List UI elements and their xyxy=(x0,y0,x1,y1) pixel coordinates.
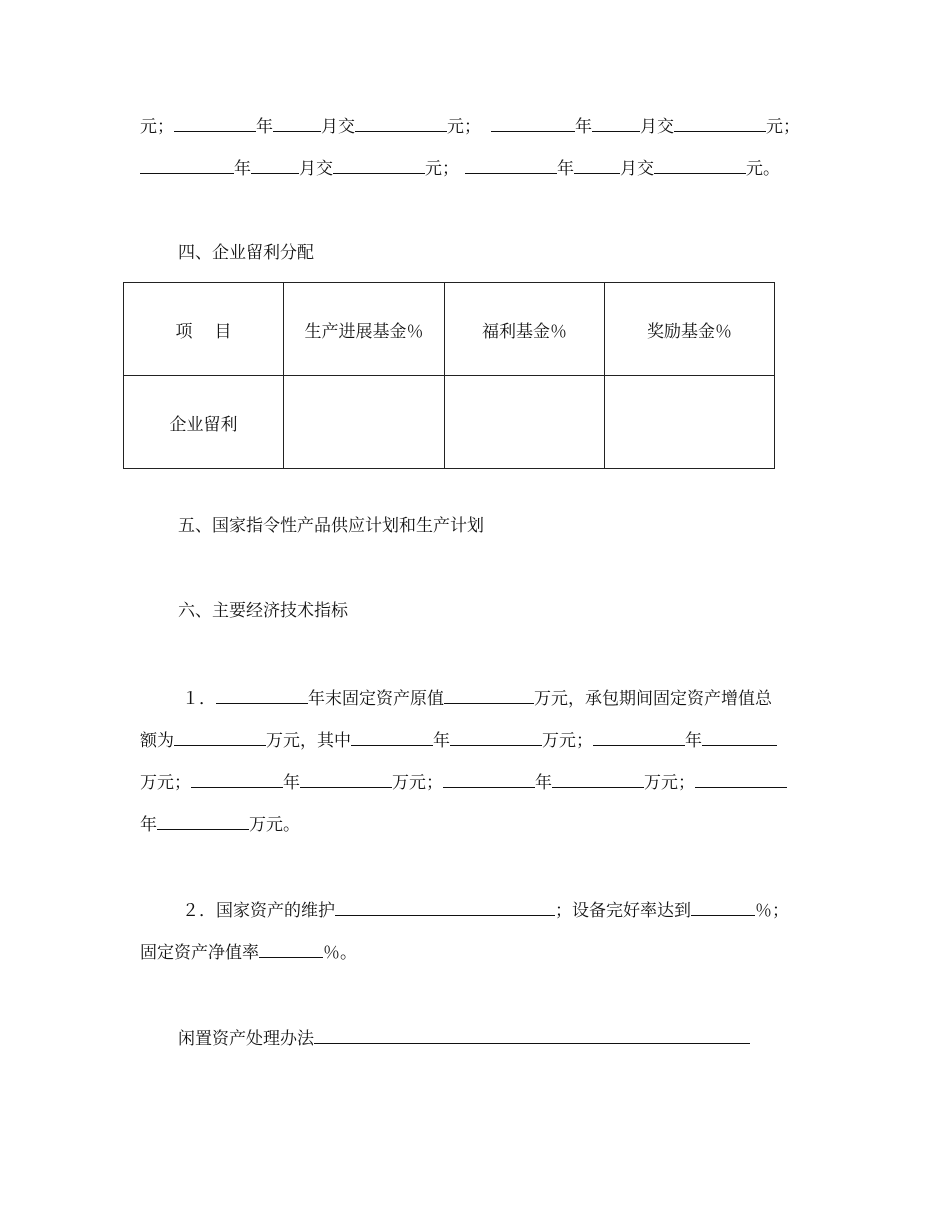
blank-field[interactable] xyxy=(314,1026,750,1044)
table-cell-production-fund[interactable] xyxy=(284,376,445,469)
blank-field[interactable] xyxy=(654,156,746,174)
text: 万元； xyxy=(542,731,593,751)
blank-field[interactable] xyxy=(140,156,234,174)
section-heading-6: 六、主要经济技术指标 xyxy=(178,601,348,621)
text: 万元。 xyxy=(249,815,300,835)
table-row-label: 企业留利 xyxy=(124,376,284,469)
blank-field[interactable] xyxy=(335,898,555,916)
text-nian: 年 xyxy=(535,773,552,793)
table-header-production-fund: 生产进展基金％ xyxy=(284,283,445,376)
blank-field[interactable] xyxy=(465,156,557,174)
text: ；设备完好率达到 xyxy=(555,901,691,921)
section-heading-4: 四、企业留利分配 xyxy=(178,243,314,263)
text-nian: 年 xyxy=(140,815,157,835)
table-header-row xyxy=(124,283,775,376)
blank-field[interactable] xyxy=(702,728,777,746)
payment-schedule-line-1 xyxy=(140,114,800,138)
text-yuan-semi: 元； xyxy=(447,117,481,137)
blank-field[interactable] xyxy=(157,812,249,830)
text: 万元； xyxy=(140,773,191,793)
blank-field[interactable] xyxy=(491,114,575,132)
blank-field[interactable] xyxy=(674,114,766,132)
text: 国家资产的维护 xyxy=(216,901,335,921)
idle-assets-line xyxy=(178,1026,750,1050)
item-1-line-4 xyxy=(140,812,300,836)
header-xiang: 项 xyxy=(175,321,193,342)
text-yuejiao: 月交 xyxy=(620,159,654,179)
blank-field[interactable] xyxy=(251,156,299,174)
blank-field[interactable] xyxy=(174,728,266,746)
table-header-item xyxy=(124,283,284,376)
text: 万元； xyxy=(644,773,695,793)
text-yuan-end: 元。 xyxy=(746,159,780,179)
text-nian: 年 xyxy=(283,773,300,793)
blank-field[interactable] xyxy=(355,114,447,132)
item-number: ２． xyxy=(182,901,216,921)
text: ％。 xyxy=(323,943,357,963)
blank-field[interactable] xyxy=(444,686,534,704)
blank-field[interactable] xyxy=(552,770,644,788)
text: 固定资产净值率 xyxy=(140,943,259,963)
table-header-welfare-fund: 福利基金％ xyxy=(445,283,605,376)
text-yuan-semi: 元； xyxy=(766,117,800,137)
item-2-line-2 xyxy=(140,940,357,964)
blank-field[interactable] xyxy=(259,940,323,958)
text-yuejiao: 月交 xyxy=(321,117,355,137)
table-header-bonus-fund: 奖励基金％ xyxy=(605,283,775,376)
text-nian: 年 xyxy=(557,159,574,179)
section-heading-5: 五、国家指令性产品供应计划和生产计划 xyxy=(178,516,484,536)
table-cell-bonus-fund[interactable] xyxy=(605,376,775,469)
text: 万元，其中 xyxy=(266,731,351,751)
table-row xyxy=(124,376,775,469)
text-nian: 年 xyxy=(685,731,702,751)
text-nian: 年 xyxy=(433,731,450,751)
blank-field[interactable] xyxy=(695,770,787,788)
text: 年末固定资产原值 xyxy=(308,689,444,709)
text: 闲置资产处理办法 xyxy=(178,1029,314,1049)
text-yuan-semi: 元； xyxy=(425,159,459,179)
text-nian: 年 xyxy=(234,159,251,179)
text-nian: 年 xyxy=(575,117,592,137)
blank-field[interactable] xyxy=(592,114,640,132)
text-nian: 年 xyxy=(256,117,273,137)
item-1-line-1 xyxy=(182,686,772,710)
header-mu: 目 xyxy=(214,321,232,342)
item-1-line-3 xyxy=(140,770,787,794)
text-yuejiao: 月交 xyxy=(299,159,333,179)
blank-field[interactable] xyxy=(351,728,433,746)
blank-field[interactable] xyxy=(216,686,308,704)
text: 万元； xyxy=(392,773,443,793)
blank-field[interactable] xyxy=(174,114,256,132)
text-yuan: 元； xyxy=(140,117,174,137)
blank-field[interactable] xyxy=(443,770,535,788)
blank-field[interactable] xyxy=(574,156,620,174)
text: ％； xyxy=(755,901,789,921)
item-2-line-1 xyxy=(182,898,789,922)
retained-profit-table xyxy=(123,282,775,469)
text: 万元，承包期间固定资产增值总 xyxy=(534,689,772,709)
item-1-line-2 xyxy=(140,728,777,752)
text: 额为 xyxy=(140,731,174,751)
item-number: １． xyxy=(182,689,216,709)
blank-field[interactable] xyxy=(191,770,283,788)
blank-field[interactable] xyxy=(333,156,425,174)
payment-schedule-line-2 xyxy=(140,156,780,180)
table-cell-welfare-fund[interactable] xyxy=(445,376,605,469)
blank-field[interactable] xyxy=(593,728,685,746)
text-yuejiao: 月交 xyxy=(640,117,674,137)
blank-field[interactable] xyxy=(273,114,321,132)
blank-field[interactable] xyxy=(691,898,755,916)
blank-field[interactable] xyxy=(450,728,542,746)
blank-field[interactable] xyxy=(300,770,392,788)
